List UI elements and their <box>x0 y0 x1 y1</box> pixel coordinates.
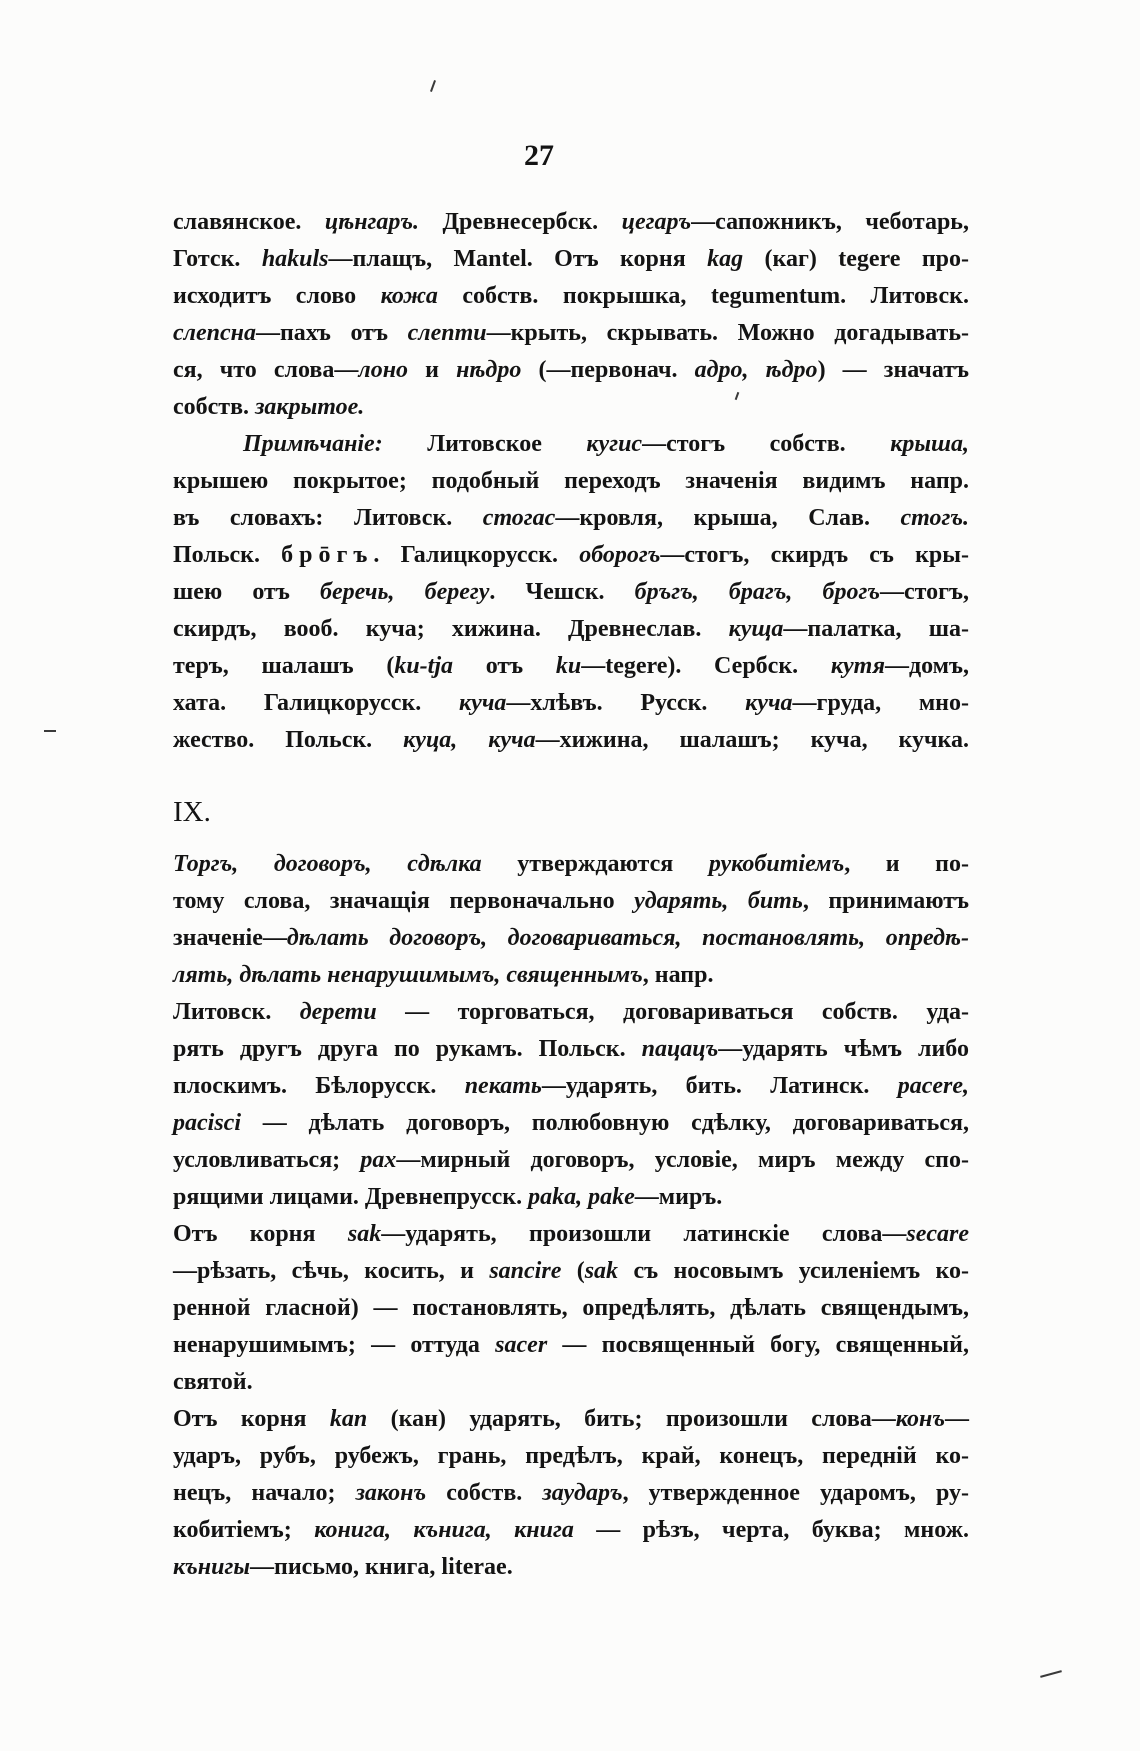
text-run: —ударять чѣмъ либо <box>718 1036 969 1062</box>
text-run: —домъ, <box>884 653 969 679</box>
text-run: теръ, шалашъ ( <box>173 653 395 679</box>
italic-text-run: куча <box>459 690 507 716</box>
text-run: . Галицкорусск. <box>373 542 580 568</box>
text-run: святой. <box>173 1369 253 1395</box>
text-line <box>173 1401 969 1438</box>
text-run: —плащъ, Mantel. Отъ корня <box>328 246 708 272</box>
section-heading <box>173 794 969 831</box>
text-run: нецъ, начало; <box>173 1480 356 1506</box>
text-line <box>173 1512 969 1549</box>
text-run: ( <box>561 1258 585 1284</box>
italic-text-run: pax <box>360 1147 397 1173</box>
italic-text-run: крыша, <box>890 431 969 457</box>
text-run: — дѣлать договоръ, полюбовную сдѣлку, договариваться, <box>240 1110 969 1136</box>
text-run: — посвященный богу, священный, <box>547 1332 969 1358</box>
italic-text-run: kan <box>329 1406 368 1432</box>
italic-text-run: оборогъ <box>579 542 661 568</box>
italic-text-run: пекать <box>464 1073 542 1099</box>
text-line <box>173 574 969 611</box>
text-run: ся, что слова— <box>173 357 359 383</box>
italic-text-run: заударъ <box>542 1480 623 1506</box>
text-line <box>173 1290 969 1327</box>
text-run: собств. <box>426 1480 543 1506</box>
text-run: —крыть, скрывать. Можно догадывать- <box>486 320 969 346</box>
text-run: хата. Галицкорусск. <box>173 690 459 716</box>
italic-text-run: дѣлать договоръ, договариваться, постановлять, опредѣ- <box>286 925 969 951</box>
text-line <box>173 685 969 722</box>
text-line <box>173 537 969 574</box>
paragraph <box>173 994 969 1216</box>
italic-text-run: бръгъ, брагъ, брогъ <box>634 579 880 605</box>
italic-text-run: дерети <box>299 999 377 1025</box>
text-run: въ словахъ: Литовск. <box>173 505 483 531</box>
text-line <box>173 1438 969 1475</box>
text-run: — торговаться, договариваться собств. уда- <box>376 999 969 1025</box>
italic-text-run: pacisci <box>173 1110 241 1136</box>
text-run: —хижина, шалашъ; куча, кучка. <box>535 727 970 753</box>
text-run: ) — значатъ <box>817 357 970 383</box>
text-line <box>173 426 969 463</box>
text-run: — рѣзъ, черта, буква; множ. <box>573 1517 970 1543</box>
text-run: исходитъ слово <box>173 283 381 309</box>
text-run: собств. покрышка, tegumentum. Литовск. <box>437 283 969 309</box>
page-body <box>173 204 969 1586</box>
text-run: —стогъ, скирдъ съ кры- <box>660 542 969 568</box>
italic-text-run: рукобитіемъ <box>708 851 845 877</box>
italic-text-run: пацацъ <box>641 1036 719 1062</box>
text-run: —ударять, произошли латинскіе слова— <box>381 1221 907 1247</box>
text-run: Литовское <box>382 431 587 457</box>
text-run: , утвержденное ударомъ, ру- <box>622 1480 970 1506</box>
italic-text-run: sak <box>584 1258 619 1284</box>
text-line <box>173 500 969 537</box>
text-run: ударъ, рубъ, рубежъ, грань, предѣлъ, край, конецъ, передній ко- <box>173 1443 969 1469</box>
text-run: Литовск. <box>173 999 300 1025</box>
paragraph <box>173 1401 969 1586</box>
text-run: и <box>408 357 457 383</box>
italic-text-run: закрытое. <box>255 394 365 420</box>
text-run: Отъ корня <box>173 1406 330 1432</box>
text-run: , и по- <box>844 851 969 877</box>
italic-text-run: конъ <box>895 1406 945 1432</box>
text-run: (кан) ударять, бить; произошли слова— <box>367 1406 896 1432</box>
text-run: ненарушимымъ; — оттуда <box>173 1332 496 1358</box>
text-line <box>173 1216 969 1253</box>
italic-text-run: sancire <box>489 1258 562 1284</box>
text-line <box>173 1068 969 1105</box>
text-line <box>173 1549 969 1586</box>
text-run: —стогъ собств. <box>642 431 891 457</box>
text-line <box>173 846 969 883</box>
text-run: IX. <box>173 796 211 828</box>
italic-text-run: Примѣчаніе: <box>243 431 383 457</box>
text-line <box>173 722 969 759</box>
italic-text-run: sacer <box>495 1332 548 1358</box>
italic-text-run: hakuls <box>261 246 329 272</box>
text-line <box>173 352 969 389</box>
text-run: рящими лицами. Древнепрусск. <box>173 1184 529 1210</box>
text-line <box>173 1253 969 1290</box>
text-run: —ударять, бить. Латинск. <box>541 1073 898 1099</box>
text-run: тому слова, значащія первоначально <box>173 888 635 914</box>
italic-text-run: куща <box>728 616 784 642</box>
italic-text-run: кънигы <box>173 1554 250 1580</box>
text-run: —стогъ, <box>880 579 970 605</box>
text-run: жество. Польск. <box>173 727 404 753</box>
italic-text-run: pacere, <box>897 1073 969 1099</box>
italic-text-run: кутя <box>830 653 885 679</box>
text-line <box>173 1105 969 1142</box>
italic-text-run: цѣнгаръ. <box>324 209 420 235</box>
text-line <box>173 278 969 315</box>
text-run: —хлѣвъ. Русск. <box>506 690 746 716</box>
italic-text-run: стогъ. <box>900 505 969 531</box>
text-run: шею отъ <box>173 579 320 605</box>
text-run: рять другъ друга по рукамъ. Польск. <box>173 1036 642 1062</box>
italic-text-run: secare <box>906 1221 970 1247</box>
text-run: условливаться; <box>173 1147 361 1173</box>
text-run: —миръ. <box>634 1184 723 1210</box>
text-run: скирдъ, вооб. куча; хижина. Древнеслав. <box>173 616 729 642</box>
text-run: —сапожникъ, чеботарь, <box>691 209 969 235</box>
italic-text-run: законъ <box>355 1480 427 1506</box>
paragraph <box>173 204 969 426</box>
text-line <box>173 957 969 994</box>
text-line <box>173 1179 969 1216</box>
text-run: Отъ корня <box>173 1221 348 1247</box>
text-run: кобитіемъ; <box>173 1517 315 1543</box>
text-run: . Чешск. <box>489 579 635 605</box>
text-run: —кровля, крыша, Слав. <box>555 505 901 531</box>
text-line <box>173 920 969 957</box>
remark-paragraph <box>173 426 969 759</box>
text-line <box>173 1031 969 1068</box>
scan-mark <box>1040 1670 1062 1678</box>
italic-text-run: кугис <box>586 431 643 457</box>
italic-text-run: нѣдро <box>456 357 522 383</box>
text-run: , напр. <box>642 962 714 988</box>
text-run: Польск. <box>173 542 282 568</box>
italic-text-run: цегаръ <box>621 209 692 235</box>
text-line <box>173 648 969 685</box>
italic-text-run: лять, дѣлать ненарушимымъ, священнымъ <box>173 962 643 988</box>
italic-text-run: куча <box>745 690 793 716</box>
text-run: Древнесербск. <box>419 209 622 235</box>
text-run: Готск. <box>173 246 262 272</box>
italic-text-run: kag <box>707 246 744 272</box>
italic-text-run: адро, ѣдро <box>694 357 818 383</box>
text-line <box>173 611 969 648</box>
text-run: —рѣзать, сѣчь, косить, и <box>173 1258 490 1284</box>
text-run: отъ <box>453 653 556 679</box>
text-run: собств. <box>173 394 256 420</box>
paragraph <box>173 846 969 994</box>
text-line <box>173 241 969 278</box>
text-run: , принимаютъ <box>802 888 970 914</box>
italic-text-run: слепсна <box>173 320 256 346</box>
text-run: славянское. <box>173 209 325 235</box>
text-line <box>173 883 969 920</box>
italic-text-run: Торгъ, договоръ, сдѣлка <box>173 851 482 877</box>
text-line <box>173 204 969 241</box>
italic-text-run: куца, куча <box>403 727 536 753</box>
italic-text-run: ku <box>555 653 582 679</box>
text-run: —палатка, ша- <box>783 616 969 642</box>
italic-text-run: ku-tja <box>394 653 454 679</box>
italic-text-run: лоно <box>358 357 409 383</box>
italic-text-run: слепти <box>407 320 487 346</box>
text-run: ренной гласной) — постановлять, опредѣлять, дѣлать священдымъ, <box>173 1295 969 1321</box>
italic-text-run: sak <box>347 1221 382 1247</box>
text-run: утверждаются <box>481 851 709 877</box>
paragraph <box>173 1216 969 1401</box>
text-line <box>173 1364 969 1401</box>
text-run: —пахъ отъ <box>255 320 408 346</box>
text-line <box>173 1475 969 1512</box>
italic-text-run: стогас <box>482 505 556 531</box>
text-run: значеніе— <box>173 925 287 951</box>
italic-text-run: ударять, бить <box>634 888 803 914</box>
italic-text-run: беречь, берегу <box>319 579 490 605</box>
text-run: крышею покрытое; подобный переходъ значенія видимъ напр. <box>173 468 969 494</box>
text-run: —письмо, книга, literae. <box>250 1554 513 1580</box>
text-line <box>173 389 969 426</box>
text-line <box>173 463 969 500</box>
italic-text-run: кожа <box>380 283 438 309</box>
text-run: —мирный договоръ, условіе, миръ между спо- <box>396 1147 969 1173</box>
text-line <box>173 994 969 1031</box>
text-run: съ носовымъ усиленіемъ ко- <box>618 1258 969 1284</box>
section-number <box>173 794 969 831</box>
text-line <box>173 1327 969 1364</box>
page-number: 27 <box>524 139 554 172</box>
text-run: — <box>945 1406 969 1432</box>
text-line <box>173 315 969 352</box>
text-line <box>173 1142 969 1179</box>
text-run: —груда, мно- <box>792 690 969 716</box>
text-run: (—первонач. <box>521 357 695 383</box>
italic-text-run: конига, кънига, книга <box>314 1517 574 1543</box>
text-run: (каг) tegere про- <box>743 246 969 272</box>
scan-mark <box>44 730 56 732</box>
text-run: —tegere). Сербск. <box>581 653 831 679</box>
text-run: плоскимъ. Бѣлорусск. <box>173 1073 465 1099</box>
spaced-text-run: брōгъ <box>281 542 374 568</box>
italic-text-run: paka, pake <box>528 1184 635 1210</box>
scan-mark <box>430 80 436 92</box>
